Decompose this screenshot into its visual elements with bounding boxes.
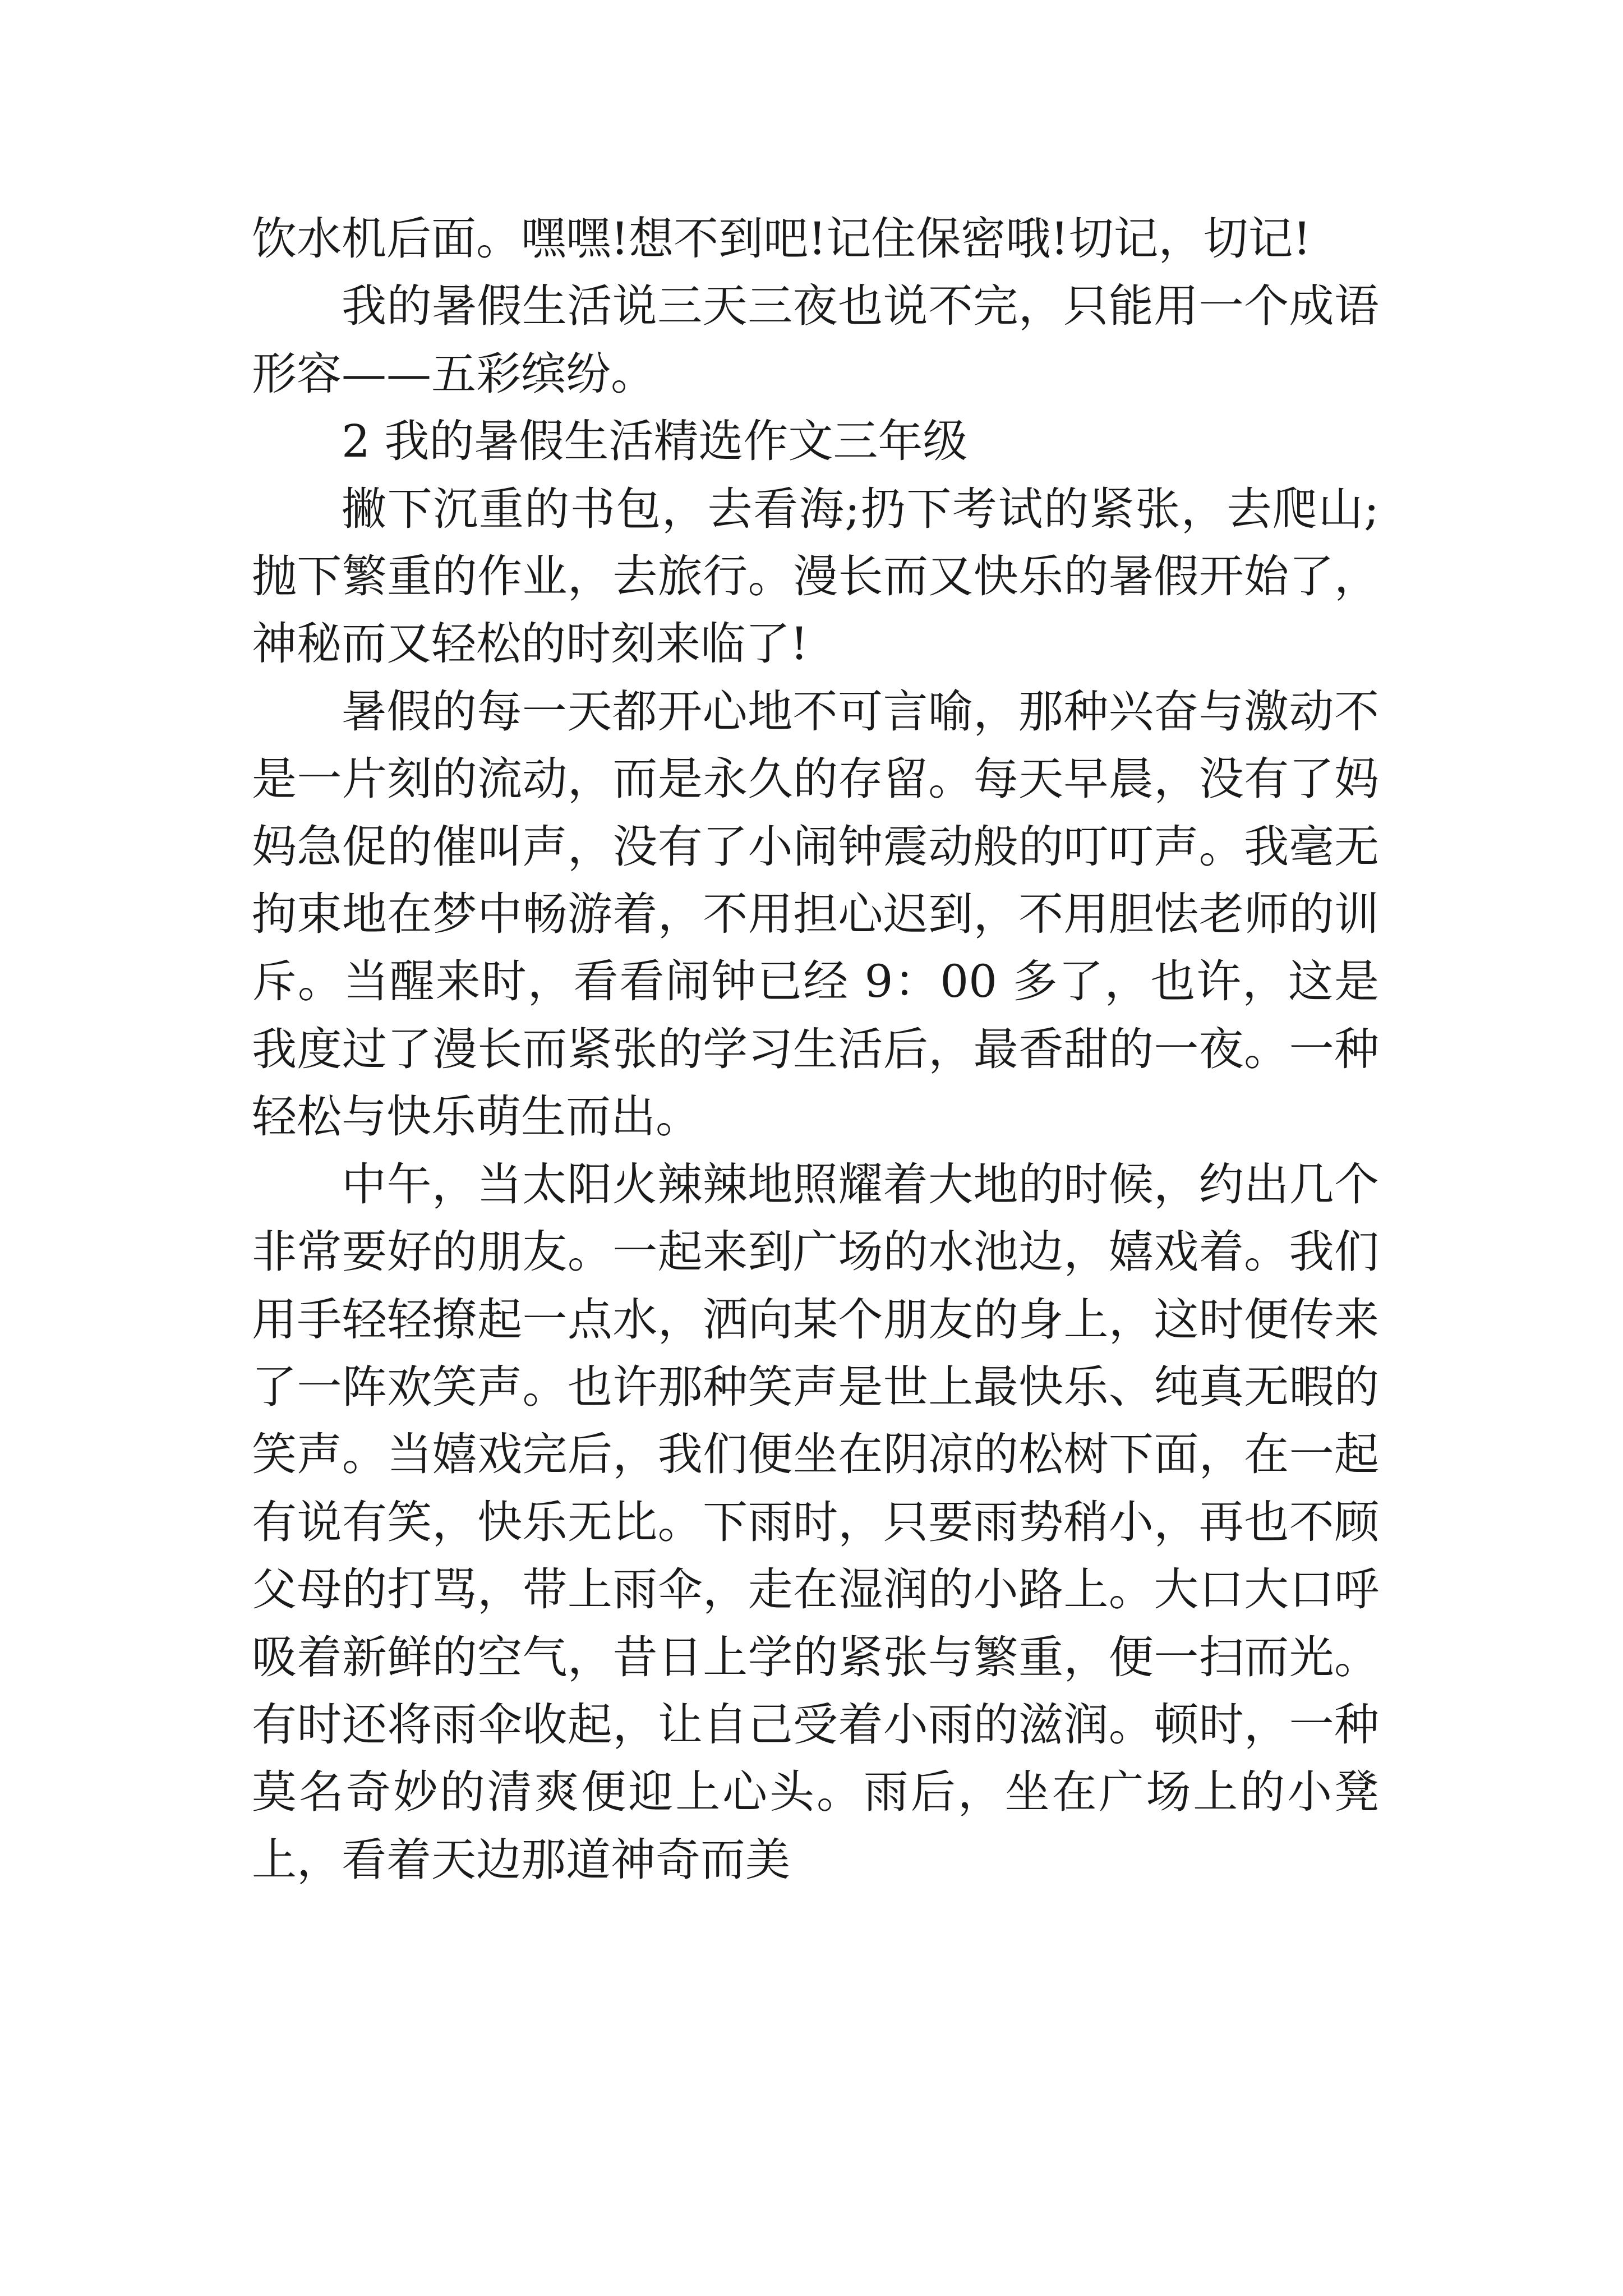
paragraph-intro: 撇下沉重的书包，去看海;扔下考试的紧张，去爬山;抛下繁重的作业，去旅行。漫长而又快乐的暑假开始了，神秘而又轻松的时刻来临了! <box>252 482 1379 670</box>
essay-heading: 2 我的暑假生活精选作文三年级 <box>342 415 968 468</box>
paragraph-morning: 暑假的每一天都开心地不可言喻，那种兴奋与激动不是一片刻的流动，而是永久的存留。每天早晨，没有了妈妈急促的催叫声，没有了小闹钟震动般的叮叮声。我毫无拘束地在梦中畅游着，不用担心迟到，不用胆怯老师的训斥。当醒来时，看看闹钟已经 9：00 多了，也许，这是我度过了漫长而紧张的学习生活后，最香甜的一夜。一种轻松与快乐萌生而出。 <box>252 685 1379 1143</box>
document-body <box>252 205 1379 1894</box>
paragraph-summary: 我的暑假生活说三天三夜也说不完，只能用一个成语形容——五彩缤纷。 <box>252 280 1379 400</box>
paragraph-noon: 中午，当太阳火辣辣地照耀着大地的时候，约出几个非常要好的朋友。一起来到广场的水池边，嬉戏着。我们用手轻轻撩起一点水，洒向某个朋友的身上，这时便传来了一阵欢笑声。也许那种笑声是世上最快乐、纯真无暇的笑声。当嬉戏完后，我们便坐在阴凉的松树下面，在一起有说有笑，快乐无比。下雨时，只要雨势稍小，再也不顾父母的打骂，带上雨伞，走在湿润的小路上。大口大口呼吸着新鲜的空气，昔日上学的紧张与繁重，便一扫而光。有时还将雨伞收起，让自己受着小雨的滋润。顿时，一种莫名奇妙的清爽便迎上心头。雨后，坐在广场上的小凳上，看着天边那道神奇而美 <box>252 1158 1379 1886</box>
paragraph-continuation: 饮水机后面。嘿嘿!想不到吧!记住保密哦!切记，切记! <box>252 213 1311 265</box>
